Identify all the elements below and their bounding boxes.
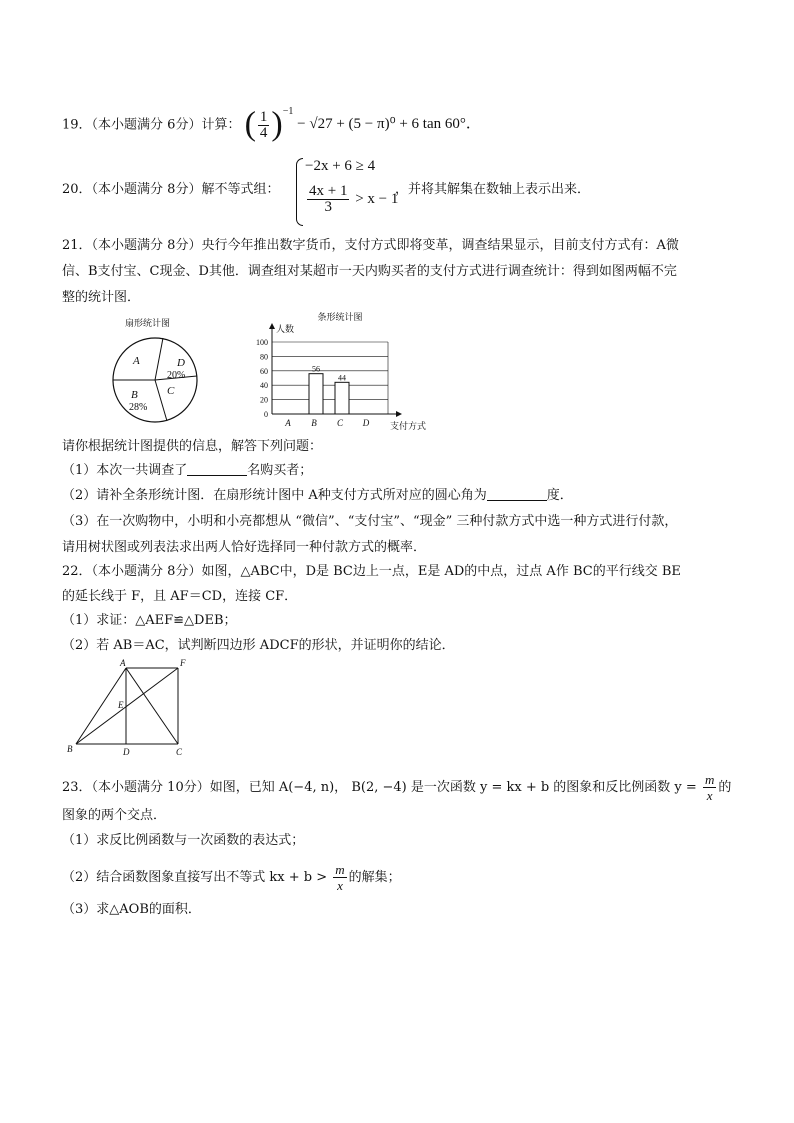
q20-suffix: ，并将其解集在数轴上表示出来． (395, 182, 591, 197)
q20-prefix: 20．（本小题满分 8分）解不等式组： (62, 182, 280, 197)
q21-line3: 整的统计图． (62, 290, 141, 305)
bar-chart-ylabel: 人数 (276, 324, 295, 334)
q21-sub1-blank (187, 461, 247, 476)
label-F: F (180, 658, 186, 668)
q23-sub2-a: （2）结合函数图象直接写出不等式 kx + b > (62, 870, 328, 885)
q21-sub2 (62, 486, 573, 506)
q23-sub2 (62, 862, 401, 893)
bar-category-label: D (362, 418, 370, 428)
label-E: E (118, 700, 124, 710)
q19-frac-num: 1 (259, 108, 268, 125)
q23-sub2-frac-num: m (335, 862, 345, 877)
pie-label-d-pct: 20% (167, 370, 186, 381)
q23-sub1: （1）求反比例函数与一次函数的表达式； (62, 833, 305, 848)
q23-sub3: （3）求△AOB的面积． (62, 902, 201, 917)
bar-value-label: 44 (338, 373, 346, 383)
q20-ineq1: −2x + 6 ≥ 4 (305, 158, 376, 174)
q23-sub2-b: 的解集； (348, 870, 401, 885)
bar-ytick-label: 40 (260, 381, 268, 391)
q22-geometry-figure (64, 658, 196, 758)
pie-label-a: A (133, 355, 140, 367)
bar-category-label: B (311, 418, 317, 428)
q19-exponent: −1 (282, 106, 294, 118)
pie-label-b: B (131, 389, 138, 401)
bar-ytick-label: 60 (260, 366, 268, 376)
bar-chart-xlabel: 支付方式 (390, 421, 427, 431)
bar-y-axis-arrow (269, 323, 275, 329)
seg-BF (76, 668, 178, 744)
bar-value-label: 56 (312, 364, 320, 374)
q20-brace (296, 158, 303, 226)
q23-line2: 图象的两个交点． (62, 808, 167, 823)
q21-sub1-b: 名购买者； (247, 463, 313, 478)
q19-rest: − √27 + (5 − π)⁰ + 6 tan 60° (297, 116, 466, 133)
label-D: D (123, 747, 130, 757)
pie-label-d: D (177, 357, 185, 369)
q23-frac-den: x (706, 788, 713, 803)
q20-ineq2-num: 4x + 1 (309, 183, 348, 199)
pie-title: 扇形统计图 (125, 318, 171, 328)
q21-line2: 信、B支付宝、C现金、D其他．调查组对某超市一天内购买者的支付方式进行调查统计：得到如图两幅不完 (62, 264, 677, 279)
bar-ytick-label: 80 (260, 352, 268, 362)
q23-frac-num: m (704, 772, 715, 787)
label-A: A (120, 658, 126, 668)
seg-AC (126, 668, 178, 744)
bar-ytick-label: 0 (264, 410, 268, 419)
q21-prompt: 请你根据统计图提供的信息，解答下列问题： (62, 439, 323, 454)
bar-C (335, 382, 349, 414)
q19-end: ． (465, 116, 481, 133)
bar-B (309, 374, 323, 414)
pie-label-c: C (167, 385, 175, 397)
q22-sub1: （1）求证：△AEF≌△DEB； (62, 613, 237, 628)
q21-sub1-a: （1）本次一共调查了 (62, 463, 188, 478)
q19-expression: ( $\frac{1}{4}$ )$^{-1}$ − √27 + (5 − π)⁰ + 6 tan 60°． (244, 106, 481, 143)
bar-chart-title: 条形统计图 (317, 312, 363, 322)
bar-ytick-label: 20 (260, 395, 268, 405)
q23-line1-b: 的 (718, 780, 732, 795)
pie-divider-d (155, 380, 167, 421)
q19-frac-den: 4 (259, 124, 268, 141)
q23-line1-a: 23．（本小题满分 10分）如图，已知 A(−4, n)， B(2, −4) 是一次函数 y = kx + b 的图象和反比例函数 y = (62, 780, 697, 795)
bar-ytick-label: 100 (256, 338, 268, 347)
bar-category-label: C (336, 418, 344, 428)
q23-line1 (62, 772, 731, 803)
q21-sub3-line2: 请用树状图或列表法求出两人恰好选择同一种付款方式的概率． (62, 540, 427, 555)
label-C: C (176, 747, 183, 757)
label-B: B (67, 744, 73, 754)
q22-line2: 的延长线于 F，且 AF＝CD，连接 CF． (62, 589, 298, 604)
q21-sub3-line1: （3）在一次购物中，小明和小亮都想从 “微信”、“支付宝”、“现金” 三种付款方式中选一种方式进行付款， (62, 514, 678, 529)
pie-label-b-pct: 28% (129, 402, 148, 413)
bar-category-label: A (285, 418, 291, 428)
pie-divider-a (155, 338, 163, 380)
q19-line (62, 108, 481, 142)
pie-chart (105, 312, 215, 432)
q19-prefix: 19．（本小题满分 6分）计算： (62, 117, 241, 133)
q21-line1: 21．（本小题满分 8分）央行今年推出数字货币，支付方式即将变革，调查结果显示，目前支付方式有：A微 (62, 238, 679, 253)
bar-x-axis-arrow (396, 411, 402, 417)
q20-ineq2 (305, 184, 398, 215)
q22-line1: 22．（本小题满分 8分）如图，△ABC中，D是 BC边上一点，E是 AD的中点，过点 A作 BC的平行线交 BE (62, 564, 681, 579)
q21-sub1 (62, 461, 312, 481)
q20-ineq2-den: 3 (324, 199, 332, 215)
q21-sub2-a: （2）请补全条形统计图．在扇形统计图中 A种支付方式所对应的圆心角为 (62, 488, 487, 503)
bar-chart (248, 310, 448, 434)
q20-ineq2-rest: > x − 1 (355, 190, 399, 207)
q21-sub2-b: 度． (546, 488, 573, 503)
q22-sub2: （2）若 AB＝AC，试判断四边形 ADCF的形状，并证明你的结论． (62, 638, 455, 653)
q21-sub2-blank (487, 486, 547, 501)
q23-sub2-frac-den: x (337, 878, 343, 893)
